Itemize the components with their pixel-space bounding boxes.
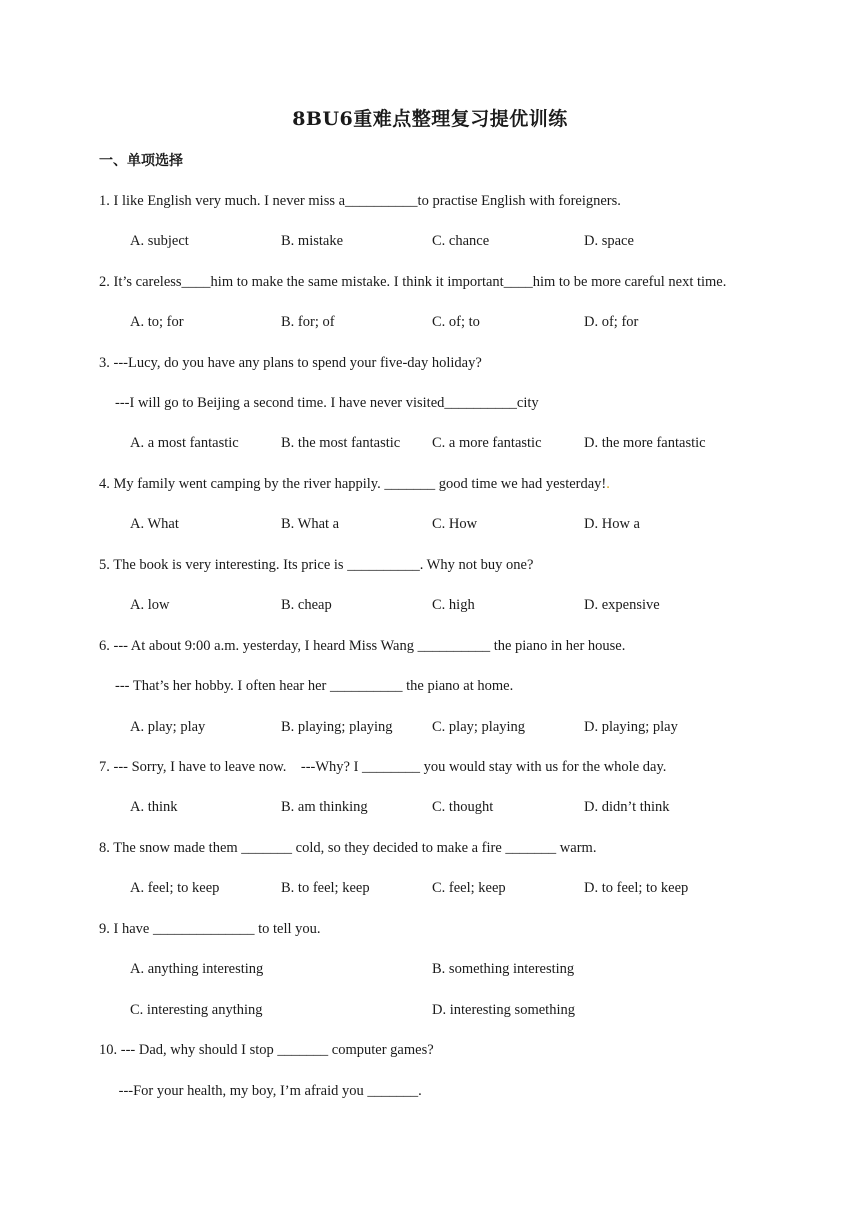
q1-option-a: A. subject (130, 233, 189, 249)
q2-option-a: A. to; for (130, 314, 184, 330)
question-10-continuation: ---For your health, my boy, I’m afraid you _______. (115, 1083, 422, 1099)
q4-option-b: B. What a (281, 516, 340, 532)
question-9-stem: 9. I have ______________ to tell you. (99, 921, 321, 937)
q7-option-c: C. thought (432, 799, 494, 815)
q5-option-c: C. high (432, 597, 475, 613)
page-title: 8BU6重难点整理复习提优训练 (292, 108, 568, 130)
q4-option-d: D. How a (584, 516, 640, 532)
q9-option-c: C. interesting anything (130, 1002, 263, 1018)
q7-option-a: A. think (130, 799, 178, 815)
question-1-stem: 1. I like English very much. I never miss a__________to practise English with foreigners. (99, 193, 621, 209)
question-2-stem: 2. It’s careless____him to make the same mistake. I think it important____him to be more careful next time. (99, 274, 727, 290)
q7-option-d: D. didn’t think (584, 799, 670, 815)
question-6-continuation: --- That’s her hobby. I often hear her __________ the piano at home. (115, 678, 514, 694)
q3-option-d: D. the more fantastic (584, 435, 706, 451)
q6-option-b: B. playing; playing (281, 719, 393, 735)
q4-option-c: C. How (432, 516, 478, 532)
question-6-stem: 6. --- At about 9:00 a.m. yesterday, I heard Miss Wang __________ the piano in her house. (99, 638, 626, 654)
q1-option-b: B. mistake (281, 233, 344, 249)
question-3-stem: 3. ---Lucy, do you have any plans to spend your five-day holiday? (99, 355, 482, 371)
q8-option-d: D. to feel; to keep (584, 880, 689, 896)
q7-option-b: B. am thinking (281, 799, 368, 815)
q3-option-b: B. the most fantastic (281, 435, 401, 451)
q6-option-d: D. playing; play (584, 719, 678, 735)
q3-option-a: A. a most fantastic (130, 435, 239, 451)
q4-option-a: A. What (130, 516, 179, 532)
q8-option-b: B. to feel; keep (281, 880, 370, 896)
question-10-stem: 10. --- Dad, why should I stop _______ computer games? (99, 1042, 434, 1058)
question-5-stem: 5. The book is very interesting. Its price is __________. Why not buy one? (99, 557, 534, 573)
q6-option-c: C. play; playing (432, 719, 526, 735)
q9-option-a: A. anything interesting (130, 961, 264, 977)
edit-mark: . (606, 476, 610, 492)
question-3-continuation: ---I will go to Beijing a second time. I have never visited__________city (115, 395, 539, 411)
q6-option-a: A. play; play (130, 719, 206, 735)
q5-option-d: D. expensive (584, 597, 660, 613)
question-7-stem: 7. --- Sorry, I have to leave now. ---Why? I ________ you would stay with us for the whole day. (99, 759, 667, 775)
q3-option-c: C. a more fantastic (432, 435, 542, 451)
question-4-text: 4. My family went camping by the river happily. _______ good time we had yesterday! (99, 476, 607, 492)
q8-option-a: A. feel; to keep (130, 880, 220, 896)
section-heading: 一、单项选择 (99, 153, 183, 169)
question-8-stem: 8. The snow made them _______ cold, so they decided to make a fire _______ warm. (99, 840, 597, 856)
q1-option-c: C. chance (432, 233, 490, 249)
q5-option-a: A. low (130, 597, 170, 613)
q2-option-b: B. for; of (281, 314, 335, 330)
q2-option-d: D. of; for (584, 314, 639, 330)
q9-option-d: D. interesting something (432, 1002, 575, 1018)
q8-option-c: C. feel; keep (432, 880, 506, 896)
q5-option-b: B. cheap (281, 597, 332, 613)
question-4-stem (99, 474, 610, 494)
q1-option-d: D. space (584, 233, 634, 249)
q9-option-b: B. something interesting (432, 961, 575, 977)
q2-option-c: C. of; to (432, 314, 480, 330)
